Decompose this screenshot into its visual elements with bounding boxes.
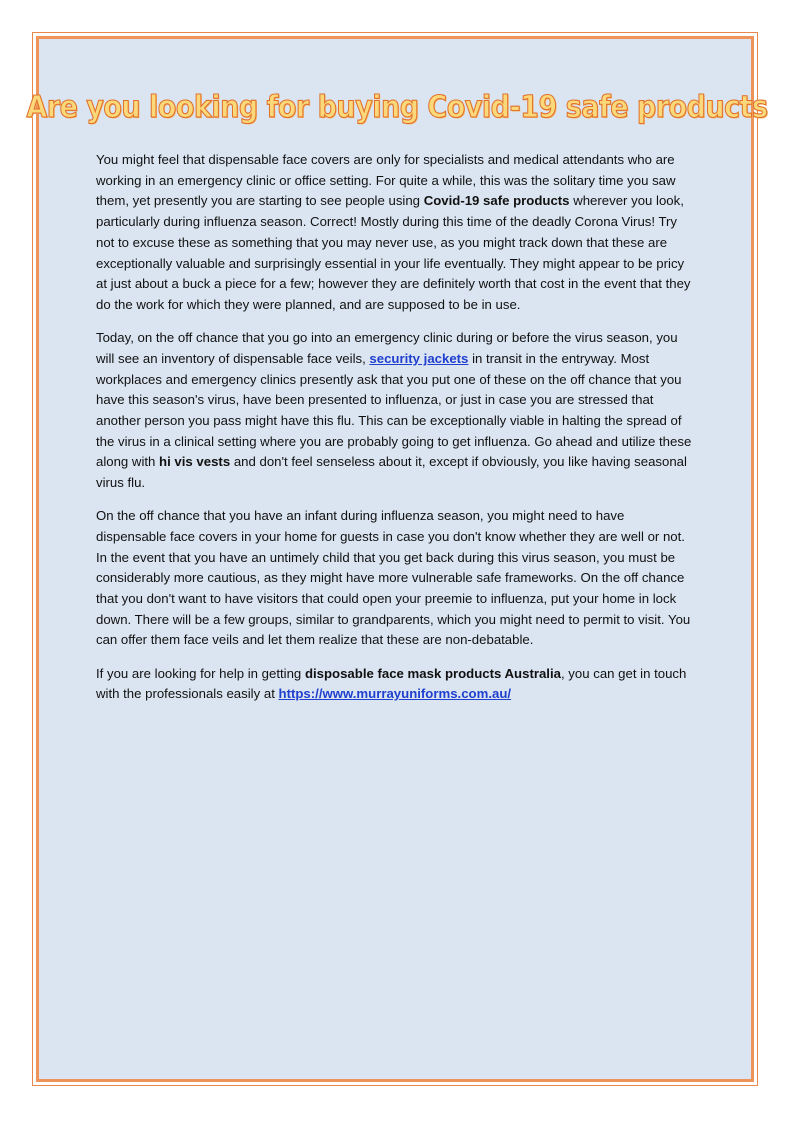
paragraph-1-text-1: You might feel that dispensable face covers are only for specialists and medical attendants who are working in an emergency clinic or office setting. For quite a while, this was the solitary time you saw them, yet presently you are starting to see people using (96, 152, 676, 209)
murray-uniforms-link[interactable]: https://www.murrayuniforms.com.au/ (278, 686, 512, 702)
paragraph-2-text-3: and don't feel senseless about it, except if obviously, you like having seasonal virus flu. (96, 454, 687, 491)
paragraph-1-text-2: wherever you look, particularly during influenza season. Correct! Mostly during this time of the deadly Corona Virus! Try not to excuse these as something that you may never use, as you might track down that these are exceptionally valuable and surprisingly essential in your life eventually. They might appear to be pricy at just about a buck a piece for a few; however they are definitely worth that cost in the event that they do the work for which they were planned, and are supposed to be in use. (96, 193, 691, 312)
paragraph-4-text-2: , you can get in touch with the professionals easily at (96, 665, 687, 702)
disposable-face-mask-bold: disposable face mask products Australia (304, 665, 561, 681)
paragraph-2 (96, 328, 698, 494)
paragraph-4 (96, 664, 698, 705)
paragraph-3 (96, 506, 698, 651)
covid-19-safe-products-bold: Covid-19 safe products (423, 193, 570, 209)
page-title: Are you looking for buying Covid-19 safe products (26, 90, 768, 125)
security-jackets-link[interactable]: security jackets (369, 350, 469, 366)
hi-vis-vests-bold: hi vis vests (159, 454, 231, 470)
paragraph-2-text-2: in transit in the entryway. Most workplaces and emergency clinics presently ask that you put one of these on the off chance that you have this season's virus, have been presented to influenza, or just in case you are stressed that another person you pass might have this flu. This can be exceptionally viable in halting the spread of the virus in a clinical setting where you are probably going to get influenza. Go ahead and utilize these along with (96, 350, 692, 470)
paragraph-4-text-1: If you are looking for help in getting (96, 665, 305, 681)
paragraph-2-text-1: Today, on the off chance that you go into an emergency clinic during or before the virus season, you will see an inventory of dispensable face veils, (96, 330, 678, 366)
document-body (96, 150, 698, 718)
paragraph-1 (96, 150, 698, 316)
paragraph-3-text-1: On the off chance that you have an infant during influenza season, you might need to have dispensable face covers in your home for guests in case you don't know whether they are well or not. In the event that you have an untimely child that you get back during this virus season, you must be considerably more cautious, as they might have more vulnerable safe frameworks. On the off chance that you don't want to have visitors that could open your preemie to influenza, put your home in lock down. There will be a few groups, similar to grandparents, which you might need to permit to visit. You can offer them face veils and let them realize that these are non-debatable. (96, 508, 691, 648)
